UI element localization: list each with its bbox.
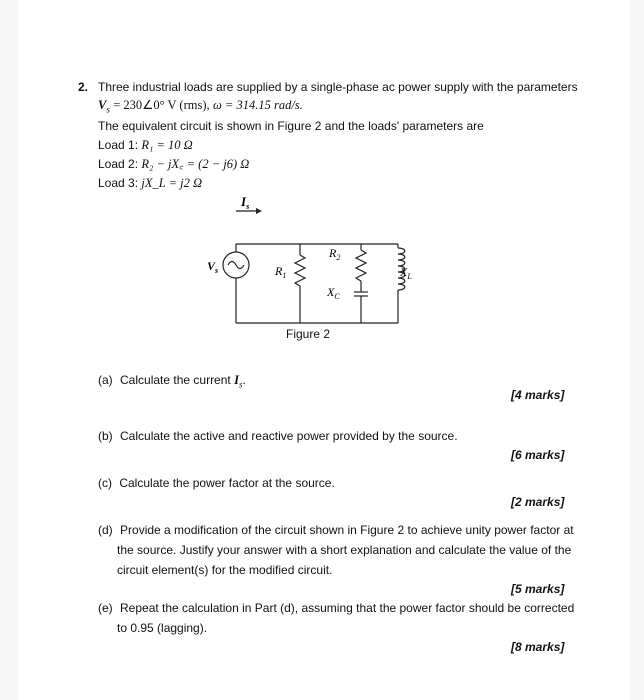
vs-equation: = 230∠0° V (rms),: [113, 98, 210, 112]
vs-subscript: s: [106, 104, 110, 115]
omega-equation: ω = 314.15 rad/s.: [212, 98, 303, 112]
part-d-line-1: [98, 523, 574, 538]
part-a: [98, 373, 246, 392]
resistor-r2-icon: [356, 250, 366, 281]
question-number: 2.: [78, 80, 89, 94]
current-arrow-head: [256, 208, 262, 214]
part-d-text-2: the source. Justify your answer with a short explanation and calculate the value of the: [117, 543, 572, 557]
intro-line-1: Three industrial loads are supplied by a single-phase ac power supply with the parameters: [98, 80, 578, 94]
load-2-value: R₂ − jX꜀ = (2 − j6) Ω: [141, 157, 250, 171]
current-label: $I_s$: [241, 194, 250, 211]
xc-label: $X_C$: [327, 285, 340, 301]
figure-caption: Figure 2: [286, 327, 331, 341]
part-e-marks: [8 marks]: [511, 640, 565, 654]
part-d-marks: [5 marks]: [511, 582, 565, 596]
part-a-text: Calculate the current: [120, 373, 231, 387]
part-c-text: Calculate the power factor at the source.: [119, 476, 335, 490]
part-d-text-1: Provide a modification of the circuit shown in Figure 2 to achieve unity power factor at: [120, 523, 574, 537]
load-1-label: Load 1:: [98, 138, 139, 152]
document-page: [18, 0, 630, 700]
part-d-text-3: circuit element(s) for the modified circuit.: [117, 563, 333, 577]
part-c: [98, 476, 335, 491]
load-3-label: Load 3:: [98, 176, 139, 190]
load-1-value: R₁ = 10 Ω: [141, 138, 193, 152]
intro-line-3: The equivalent circuit is shown in Figure 2 and the loads' parameters are: [98, 119, 484, 133]
part-e-text-2: to 0.95 (lagging).: [117, 621, 208, 635]
part-d-letter: (d): [98, 523, 113, 537]
resistor-r1-icon: [295, 255, 305, 286]
vs-symbol: V: [98, 98, 107, 112]
part-a-letter: (a): [98, 373, 113, 387]
part-a-symbol: I: [234, 373, 239, 387]
source-label: $V_s$: [207, 259, 219, 275]
r1-label: $R_1$: [275, 264, 287, 280]
part-b-marks: [6 marks]: [511, 448, 565, 462]
part-b-text: Calculate the active and reactive power provided by the source.: [120, 429, 458, 443]
part-c-letter: (c): [98, 476, 112, 490]
part-e-letter: (e): [98, 601, 113, 615]
xl-label: $X_L$: [400, 265, 412, 281]
sine-wave-icon: [228, 262, 244, 269]
part-e-line-1: [98, 601, 574, 616]
part-e-text-1: Repeat the calculation in Part (d), assuming that the power factor should be corrected: [120, 601, 575, 615]
part-a-symbol-sub: s: [238, 379, 243, 390]
load-2-label: Load 2:: [98, 157, 139, 171]
r2-label: $R_2$: [329, 246, 341, 262]
part-b-letter: (b): [98, 429, 113, 443]
load-3-value: jX_L = j2 Ω: [141, 176, 203, 190]
part-b: [98, 429, 458, 444]
part-c-marks: [2 marks]: [511, 495, 565, 509]
part-a-marks: [4 marks]: [511, 388, 565, 402]
part-a-suffix: .: [242, 373, 246, 387]
